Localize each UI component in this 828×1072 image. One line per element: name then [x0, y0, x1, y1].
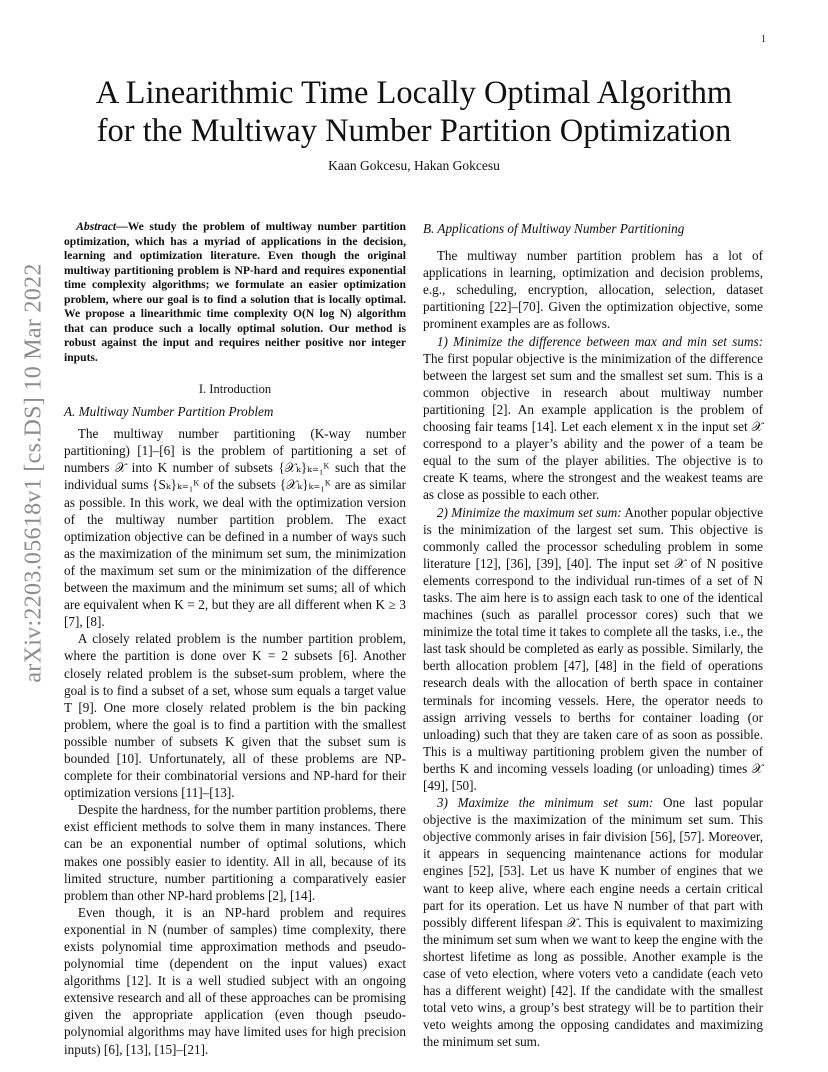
left-paragraph-4: Even though, it is an NP-hard problem and requires exponential in N (number of samples) time complexity, there exists polynomial time approximation methods and pseudo-polynomial time (dependent on the input values) exact algorithms [12]. It is a well studied subject with an ongoing extensive research and all of these approaches can be promising given the appropriate application (even though pseudo-polynomial algorithms may have limited uses for high precision inputs) [6], [13], [15]–[21]. [64, 904, 406, 1057]
objective-item-3 [423, 794, 763, 1050]
left-paragraph-1: The multiway number partitioning (K-way number partitioning) [1]–[6] is the problem of partitioning a set of numbers 𝒳 into K number of subsets {𝒳ₖ}ₖ₌₁ᴷ such that the individual sums {Sₖ}ₖ₌₁ᴷ of the subsets {𝒳ₖ}ₖ₌₁ᴷ are as similar as possible. In this work, we deal with the optimization version of the multiway number partition problem. The exact optimization objective can be defined in a number of ways such as the maximization of the minimum set sum, the minimization of the maximum set sum or the minimization of the difference between the maximum and the minimum set sums; all of which are equivalent when K = 2, but they are all different when K ≥ 3 [7], [8]. [64, 426, 406, 630]
subsection-heading-a: A. Multiway Number Partition Problem [64, 404, 274, 420]
right-column [423, 220, 763, 1051]
objective-item-1-text: The first popular objective is the minimization of the difference between the largest set sum and the smallest set sum. This is a common objective in research about multiway number partitioning [2]. An example application is the problem of choosing fair teams [14]. Let each element x in the input set 𝒳 correspond to a player’s ability and the power of a team be equal to the sum of the player abilities. The objective is to create K teams, where the strongest and the weakest teams are as close as possible to each other. [423, 350, 763, 503]
title-line-2: for the Multiway Number Partition Optimization [96, 113, 732, 149]
arxiv-stamp [14, 260, 54, 685]
paper-title [60, 74, 768, 150]
objective-item-3-text: One last popular objective is the maximization of the minimum set sum. This objective commonly arises in fair division [56], [57]. Moreover, it appears in sequencing maintenance actions for modular engines [52], [53]. Let us have K number of engines that we want to keep alive, where each engine needs a certain critical part for its operation. Let us have N number of that part with possibly different lifespan 𝒳. This is equivalent to maximizing the minimum set sum when we want to keep the engine with the shortest lifetime as long as possible. Another example is the case of veto election, where voters veto a candidate (each veto has a different weight) [42]. If the candidate with the smallest total veto wins, a group’s best strategy will be to partition their veto weights among the opposing candidates and maximizing the minimum set sum. [423, 795, 763, 1050]
objective-item-3-head: 3) Maximize the minimum set sum: [436, 795, 654, 811]
subsection-heading-b: B. Applications of Multiway Number Partitioning [423, 221, 685, 236]
abstract-text: —We study the problem of multiway number partition optimization, which has a myriad of applications in the decision, learning and optimization literature. Even though the original multiway partitioning problem is NP-hard and requires exponential time complexity algorithms; we formulate an easier optimization problem, where our goal is to find a solution that is locally optimal. We propose a linearithmic time complexity O(N log N) algorithm that can produce such a locally optimal solution. Our method is robust against the input and requires neither positive nor integer inputs. [64, 220, 406, 364]
left-column [64, 220, 406, 1058]
left-paragraph-2: A closely related problem is the number partition problem, where the partition is done over K = 2 subsets [6]. Another closely related problem is the subset-sum problem, where the goal is to find a subset of a set, whose sum equals a target value T [9]. One more closely related problem is the bin packing problem, where the goal is to find a partition with the smallest possible number of subsets K given that the subset sum is bounded [10]. Unfortunately, all of these problems are NP-complete for their combinatorial versions and NP-hard for their optimization versions [11]–[13]. [64, 631, 406, 801]
left-paragraph-3: Despite the hardness, for the number partition problems, there exist efficient methods to solve them in many instances. There can be an exponential number of optimal solutions, which makes one possibly easier to identity. All in all, because of its limited structure, number partitioning a comparatively easier problem than other NP-hard problems [2], [14]. [64, 802, 406, 903]
objective-item-2 [423, 504, 763, 795]
page-number: 1 [761, 34, 766, 45]
objective-item-1 [423, 333, 763, 504]
right-intro-paragraph: The multiway number partition problem has a lot of applications in learning, optimization and decision problems, e.g., scheduling, encryption, allocation, selection, dataset partitioning [22]–[70]. Given the optimization objective, some prominent examples are as follows. [423, 248, 763, 332]
arxiv-stamp-text: arXiv:2203.05618v1 [cs.DS] 10 Mar 2022 [20, 262, 47, 683]
authors: Kaan Gokcesu, Hakan Gokcesu [328, 158, 500, 173]
objective-item-2-text: Another popular objective is the minimization of the largest set sum. This objective is commonly called the processor scheduling problem in some literature [12], [36], [39], [40]. The input set 𝒳 of N positive elements correspond to the individual run-times of a set of N tasks. The aim here is to assign each task to one of the identical machines (such as parallel processor cores) such that we minimize the total time it takes to complete all the tasks, i.e., the last task should be completed as early as possible. Similarly, the berth allocation problem [47], [48] in the field of operations research deals with the allocation of berth space in container terminals for incoming vessels. Here, the operator needs to assign arriving vessels to berths for container loading (or unloading) such that they are taken care of as soon as possible. This is a multiway partitioning problem given the number of berths K and incoming vessels loading (or unloading) times 𝒳 [49], [50]. [423, 504, 763, 793]
title-line-1: A Linearithmic Time Locally Optimal Algorithm [95, 75, 733, 111]
abstract-label: Abstract [76, 220, 117, 233]
objective-item-1-head: 1) Minimize the difference between max and min set sums: [436, 333, 763, 349]
abstract [64, 220, 406, 365]
section-heading-introduction: I. Introduction [198, 382, 272, 396]
objective-item-2-head: 2) Minimize the maximum set sum: [436, 504, 622, 520]
